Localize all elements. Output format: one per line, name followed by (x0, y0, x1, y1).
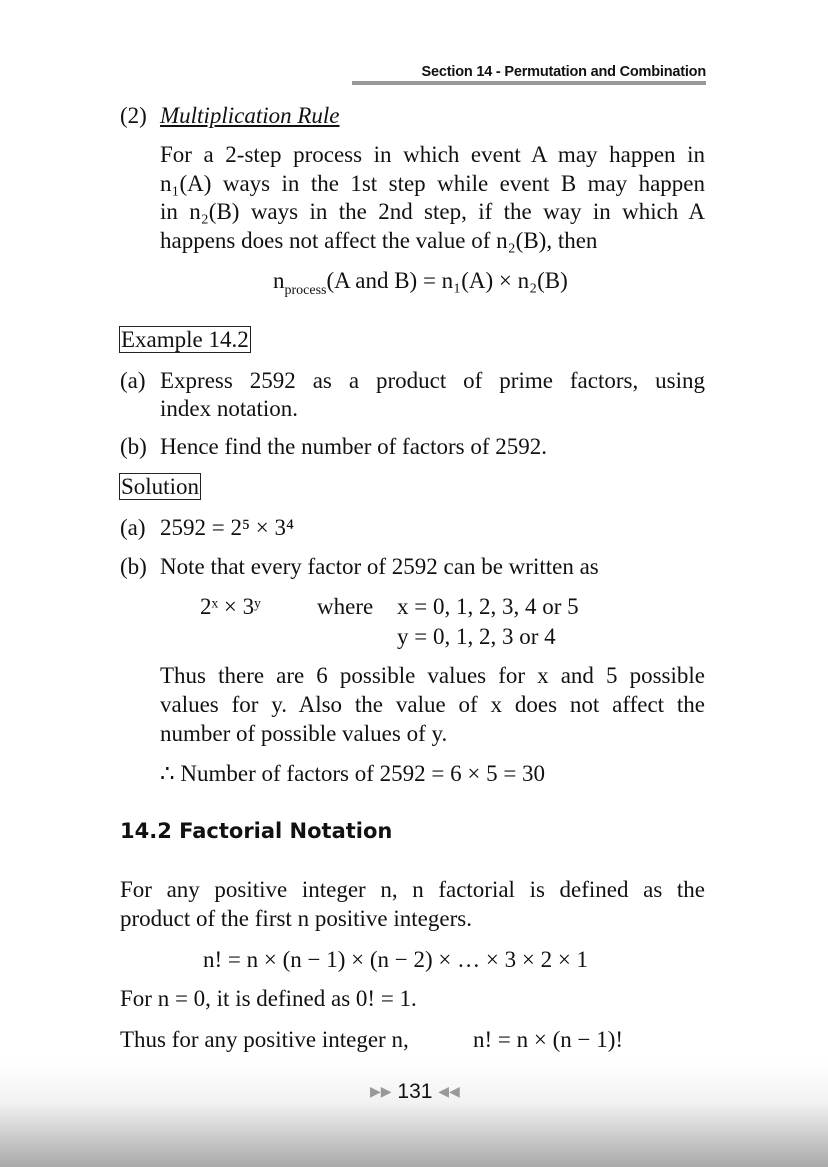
example-a-line: index notation. (160, 396, 298, 421)
solution-label: Solution (121, 474, 199, 499)
solution-a-number: (a) (120, 515, 146, 540)
recursive-formula: n! = n × (n − 1)! (473, 1027, 624, 1052)
running-header: Section 14 - Permutation and Combination (352, 64, 706, 85)
thus-line: number of possible values of y. (160, 721, 448, 746)
formula-subscript: process (284, 283, 327, 298)
x-values: x = 0, 1, 2, 3, 4 or 5 (397, 594, 579, 619)
zero-factorial: For n = 0, it is defined as 0! = 1. (120, 986, 417, 1011)
right-arrows-icon: ▶▶ (370, 1083, 392, 1099)
rule-formula (273, 267, 568, 305)
solution-b-number: (b) (120, 554, 147, 579)
rule-title: Multiplication Rule (160, 103, 340, 128)
factor-expression: 2ˣ × 3ʸ (200, 594, 261, 619)
section-heading: 14.2 Factorial Notation (120, 819, 393, 843)
rule-line: happens does not affect the value of n₂(B), then (160, 228, 598, 253)
factorial-formula: n! = n × (n − 1) × (n − 2) × … × 3 × 2 × 1 (203, 947, 589, 972)
example-a-number: (a) (120, 368, 146, 393)
page-number-text: 131 (397, 1080, 433, 1103)
y-values: y = 0, 1, 2, 3 or 4 (397, 624, 556, 649)
definition-line: product of the first n positive integers. (120, 906, 472, 931)
rule-line: n₁(A) ways in the 1st step while event B may happen (160, 171, 705, 196)
definition-line: For any positive integer n, n factorial is defined as the (120, 877, 705, 902)
solution-a-text: 2592 = 2⁵ × 3⁴ (160, 515, 294, 540)
where-label: where (317, 594, 374, 619)
conclusion: ∴ Number of factors of 2592 = 6 × 5 = 30 (160, 761, 546, 786)
thus-line: Thus there are 6 possible values for x and 5 possible (160, 663, 705, 688)
example-b-text: Hence find the number of factors of 2592. (160, 434, 548, 459)
solution-b-text: Note that every factor of 2592 can be written as (160, 554, 599, 579)
example-b-number: (b) (120, 434, 147, 459)
recursive-text: Thus for any positive integer n, (120, 1027, 409, 1052)
example-label: Example 14.2 (121, 327, 249, 352)
formula-n: n (273, 268, 285, 293)
rule-line: For a 2-step process in which event A may happen in (160, 142, 705, 167)
formula-rest: (A and B) = n₁(A) × n₂(B) (326, 268, 568, 293)
rule-line: in n₂(B) ways in the 2nd step, if the way in which A (160, 199, 705, 224)
thus-line: values for y. Also the value of x does not affect the (160, 692, 705, 717)
page-bottom-shade (0, 1060, 828, 1167)
left-arrows-icon: ◀◀ (438, 1083, 460, 1099)
example-a-line: Express 2592 as a product of prime factors, using (160, 368, 705, 393)
page-number (370, 1080, 460, 1104)
rule-number: (2) (120, 103, 147, 128)
